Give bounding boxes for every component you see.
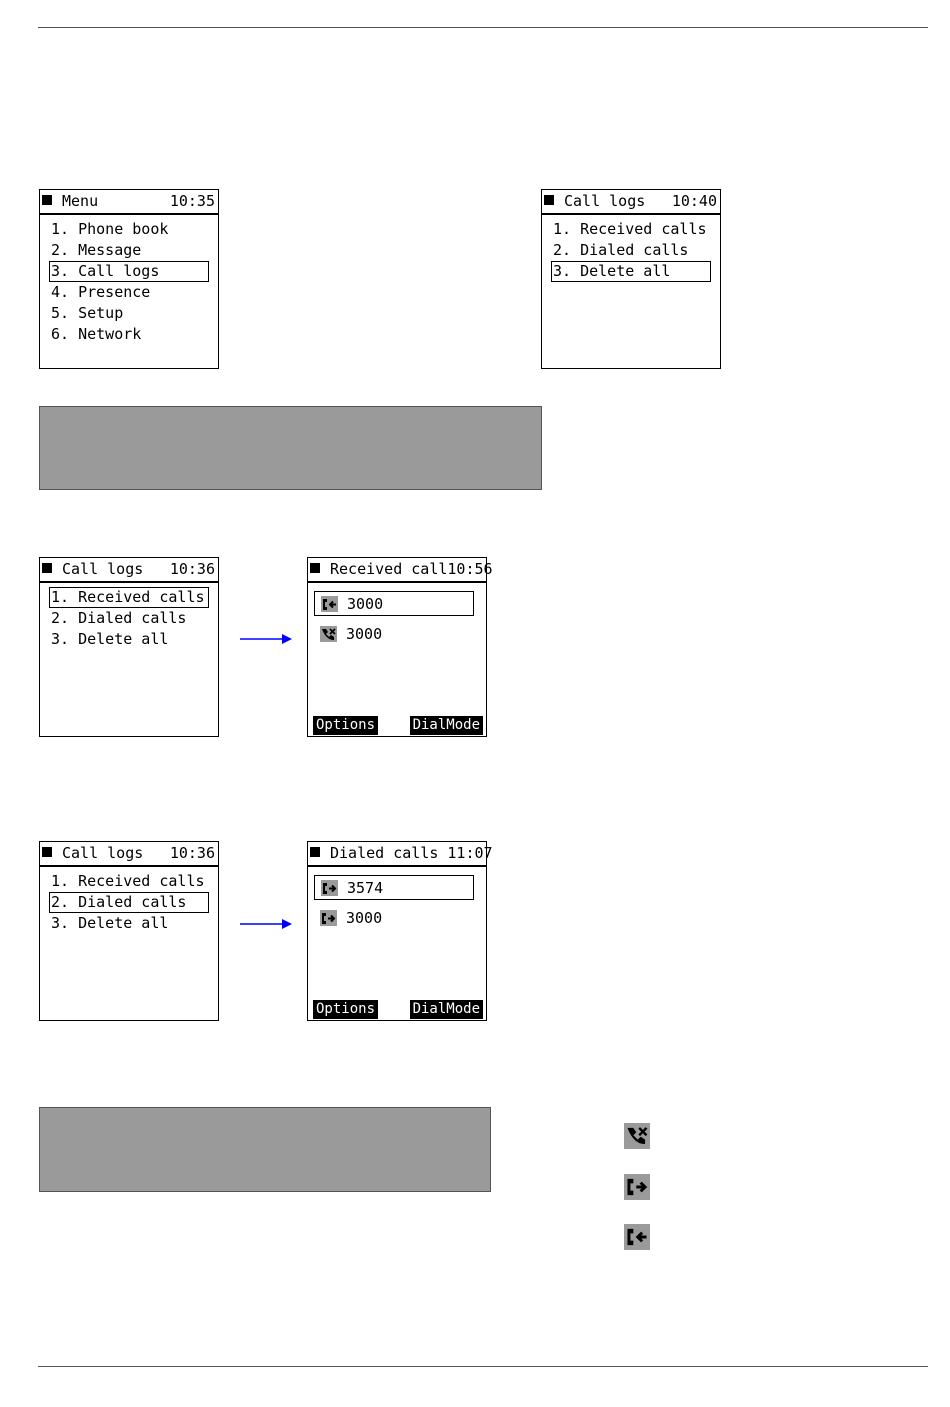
menu-item-call-logs[interactable]: 3. Call logs — [49, 261, 209, 282]
screen-title: Menu — [62, 192, 99, 210]
status-square-icon — [42, 195, 52, 205]
title-bar — [40, 190, 218, 215]
outgoing-call-icon — [321, 880, 338, 896]
menu-item-received-calls[interactable]: 1. Received calls — [553, 220, 707, 238]
call-logs-dialed-screen — [39, 841, 219, 1021]
title-bar — [40, 842, 218, 867]
footer-rule — [38, 1366, 928, 1367]
dialmode-softkey[interactable]: DialMode — [410, 1000, 483, 1019]
clock: 10:40 — [671, 192, 717, 210]
call-log-entry[interactable] — [314, 906, 474, 931]
incoming-call-icon — [321, 596, 338, 612]
menu-item-received-calls[interactable]: 1. Received calls — [51, 872, 205, 890]
call-logs-received-screen — [39, 557, 219, 737]
header-rule — [38, 27, 928, 28]
menu-item-dialed-calls[interactable]: 2. Dialed calls — [553, 241, 689, 259]
title-bar — [308, 842, 493, 867]
call-logs-delete-screen — [541, 189, 721, 369]
menu-item-dialed-calls[interactable]: 2. Dialed calls — [51, 609, 187, 627]
arrow-right-icon — [238, 917, 294, 931]
title-bar — [542, 190, 720, 215]
clock: 10:36 — [169, 844, 215, 862]
screen-title: Dialed calls 11:07 — [330, 844, 493, 862]
dialed-calls-screen — [307, 841, 493, 1021]
status-square-icon — [42, 847, 52, 857]
title-bar — [308, 558, 493, 583]
menu-item-message[interactable]: 2. Message — [51, 241, 142, 259]
menu-list — [49, 219, 209, 345]
options-softkey[interactable]: Options — [313, 716, 378, 735]
screen-title: Call logs — [62, 844, 144, 862]
screen-title: Call logs — [62, 560, 144, 578]
outgoing-call-icon — [320, 910, 337, 926]
menu-list — [49, 587, 209, 650]
menu-list — [551, 219, 711, 282]
status-square-icon — [310, 847, 320, 857]
phone-number: 3000 — [346, 625, 383, 643]
menu-item-dialed-calls[interactable]: 2. Dialed calls — [49, 892, 209, 913]
menu-item-delete-all[interactable]: 3. Delete all — [51, 630, 169, 648]
title-bar — [40, 558, 218, 583]
note-box — [39, 406, 542, 490]
note-box — [39, 1107, 491, 1192]
incoming-call-icon — [624, 1224, 650, 1250]
clock: 10:35 — [169, 192, 215, 210]
menu-item-received-calls[interactable]: 1. Received calls — [49, 587, 209, 608]
menu-item-setup[interactable]: 5. Setup — [51, 304, 124, 322]
call-log-entry[interactable] — [314, 622, 474, 647]
screen-title: Call logs — [564, 192, 646, 210]
clock: 10:36 — [169, 560, 215, 578]
menu-list — [49, 871, 209, 934]
menu-item-presence[interactable]: 4. Presence — [51, 283, 151, 301]
phone-number: 3000 — [346, 909, 383, 927]
status-square-icon — [310, 563, 320, 573]
missed-call-icon — [320, 626, 337, 642]
arrow-right-icon — [238, 632, 294, 646]
options-softkey[interactable]: Options — [313, 1000, 378, 1019]
menu-item-network[interactable]: 6. Network — [51, 325, 142, 343]
call-log-entry[interactable] — [314, 591, 474, 616]
menu-screen — [39, 189, 219, 369]
menu-item-delete-all[interactable]: 3. Delete all — [551, 261, 711, 282]
status-square-icon — [544, 195, 554, 205]
status-square-icon — [42, 563, 52, 573]
outgoing-call-icon — [624, 1174, 650, 1200]
menu-item-phone-book[interactable]: 1. Phone book — [51, 220, 169, 238]
screen-title: Received call10:56 — [330, 560, 493, 578]
menu-item-delete-all[interactable]: 3. Delete all — [51, 914, 169, 932]
missed-call-icon — [624, 1123, 650, 1149]
call-log-entry[interactable] — [314, 875, 474, 900]
received-calls-screen — [307, 557, 493, 737]
phone-number: 3574 — [347, 879, 384, 897]
dialmode-softkey[interactable]: DialMode — [410, 716, 483, 735]
phone-number: 3000 — [347, 595, 384, 613]
